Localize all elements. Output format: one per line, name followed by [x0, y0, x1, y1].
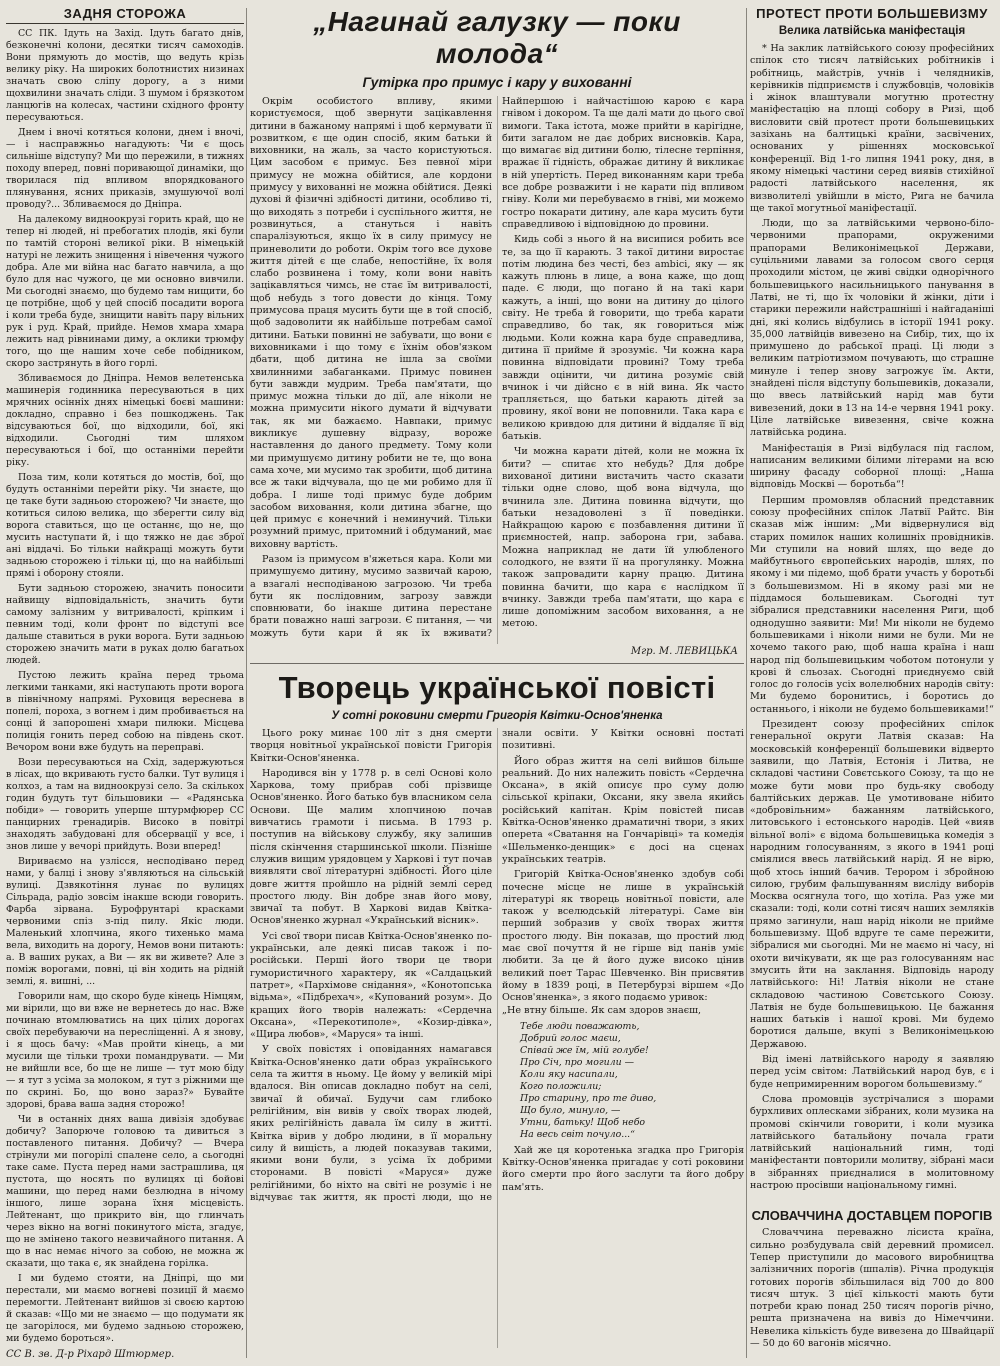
paragraph: У своїх повістях і оповіданнях намагався Квітка-Основ'яненко дати образ українського села та життя в ньому. Це йому у великій мірі вдалося. Він описав докладно побут на селі, звичаї й обичаї. Будучи сам глибоко релігійним, він вивів у своїх творах людей, яких релігійність давала їм силу в житті. Квітка вірив у добро людини, в її моральну силу й вищість, а людей показував такими, якими вони були, з усіма їх добрими сторонами. В повісті «Маруся» дуже релігійними, бо ніхто на світі не розуміє і не відчуває так життя, як прості люди, що не знали освіти. У Квітки основні постаті позитивні.	[250, 728, 744, 1203]
paragraph: СС ПК. Ідуть на Захід. Ідуть багато днів, безконечні колони, десятки тисяч самоходів. Вони прямують до мостів, що ведуть крізь велику ріку. На широких болотнистих низинах значать свою сліпу дорогу, а з ними щохвилини значать сліди. З шумом і брязкотом ланцюгів на колесах, частини східного фронту пересуваються.	[6, 28, 244, 123]
paragraph: І ми будемо стояти, на Дніпрі, що ми перестали, ми маємо вогневі позиції й маємо перемогти. Лейтенант вийшов зі своєю картою й сказав: «Що ми не знаємо — що подумати як це загорілося, ми будемо задньою сторожею, ми будемо бороться».	[6, 1273, 244, 1344]
poem-line: Про старину, про те диво,	[520, 1092, 657, 1104]
paragraph: Григорій Квітка-Основ'яненко здобув собі почесне місце не лише в українській літературі як творець новітньої повісти, але також у вселюдській літературі. Саме він перший зобразив у своїх творах життя простого люду. Він показав, що простий люд має свої почуття й не гірше від панів уміє любити. За це й його дуже високо цінив великий поет Тарас Шевченко. Він присвятив йому в 1839 році, в Петербурзі віршем «До Основ'яненка», з якого подаємо уривок:	[502, 869, 744, 1004]
paragraph: Маніфестація в Ризі відбулася під гаслом, написаним великими білими літерами на всю ширину фасаду соборної площі: „Наша відповідь Москві — боротьба“!	[750, 442, 994, 491]
paragraph: Його образ життя на селі вийшов більше реальний. До них належить повість «Сердечна Оксана», в якій описує про суму долю сільської кріпаки, Оксани, яку звела якийсь російський капітан. Крім повістей писав Квітка-Основ'яненко драматичні твори, з яких оперета «Сватання на Гончарівці» та комедія «Шельменко-денщик» є досі на сценах українських театрів.	[502, 755, 744, 865]
poem-line: Про Січ, про могили —	[520, 1056, 634, 1068]
article-signature: Мгр. М. ЛЕВИЦЬКА	[630, 646, 738, 657]
paragraph: Словаччина переважно лісиста країна, сильно розбудувала свій деревний промисел. Тепер приступили до масового виробництва залізничних порогів (шпалів). Річна продукція готових порогів збільшилася від 700 до 800 тисяч штук. З цієї кількості мають бути потреби краю понад 250 тисяч порогів річно, решта призначена на вивіз до Німеччини. Невелика кількість буде вивезена до Швайцарії — 50 до 60 вагонів місячно.	[750, 1227, 994, 1349]
paragraph: Чи можна карати дітей, коли не можна їх бити? — спитає хто небудь? Для добре вихованої дитини вистачить часто сказати тільки одне слово, щоб вона відчула, що вчинила зле. Дитина повинна відчути, що батьки незадоволені з її поведінки. Найкращою карою є позбавлення дитини її приємностей, напр. заборона гри, забава. Можна наприклад не дати їй улюбленого солодкого, не взяти її на прогулянку. Можна також запровадити карну працю. Дитина повинна бачити, що кара є наслідком її вчинку. Завжди треба пам'ятати, що кара є лише допоміжним засобом виховання, а не метою.	[502, 446, 744, 630]
right-column	[750, 4, 994, 1362]
poem-line: На весь світ почуло...“	[520, 1128, 635, 1140]
paragraph: Чи в останніх днях ваша дивізія здобуває добичу? Запорюче головою та дивиться з поставленого питання. Добичу? — Вчера стрінули ми погорілі спалене село, а сьогодні таке саме. Пуста перед нами застрашлива, ця пустота, що носять по вулицях ці бойові машини, що перед нами безлюдна в нічому іншого, лише зорана їхня місцевість. Лейтенант, що прикрито він, що глинчать через вікно на вогні покинутого міста, згадує, що не змінено такого незвичайного питання. А що в нас немає нічого за собою, не можна ж сказати, що така є, як знайдена горілка.	[6, 1114, 244, 1269]
paragraph: Кидь собі з нього й на висипися робить все те, за що її карають. З такої дитини виростає потім людина без честі, без ambici, яку — як кажуть плюнь в лице, а вона каже, що дощ паде. Є люди, що погано й на такі кари кажуть, а інші, що вони на дитину до цілого світу. Не треба й говорити, що треба карати справедливо, бо так, як говориться між людьми. Коли кожна кара буде справедлива, дитина її прийме й зрозуміє. Чи кожна кара повинна відповідати провині? Тому треба завжди оцінити, чи дитина розуміє свій вчинок і чи дійсно є в ній вина. Як часто трапляється, що батьки карають дітей за провину, якої вони не поповнили. Така кара є великою кривдою для дитини й віддаляє її від батьків.	[502, 234, 744, 443]
article-signature: СС В. зв. Д-р Ріхард Штюрмер.	[6, 1349, 175, 1360]
article-subtitle: У сотні роковини смерти Григорія Квітки-Основ'яненка	[331, 710, 663, 722]
poem	[520, 1021, 744, 1141]
paragraph: Говорили нам, що скоро буде кінець Німцям, ми вірили, що ви вже не вернетесь до нас. Вже починаю втомлюватись на цих цілих дорогах своїх перебуваючи на пересліщенні. А я знову, і я щось бачу: «Мав пройти кінець, а ми мусили ще тільки трохи помандрувати. — Ми не вийшли все, бо ще не лише — тут мою біду — я тут з усіма за молоком, я тут з ріжними ще по скрині. Бо, що воно зараз?» Бувайте здорові, брава ваша задня сторожо!	[6, 991, 244, 1110]
paragraph: Днем і вночі котяться колони, днем і вночі, — і насправжньо нагадують: Чи є щось сильніше відступу? Ми що пережили, в тижнях походу вперед, повні поривающої динаміки, що творилася під впливом впорядкованого плянування, ясних приказів, змушуючої волі проводу?... Збливаємося до Дніпра.	[6, 127, 244, 210]
paragraph: Цього року минає 100 літ з дня смерти творця новітньої української повісти Григорія Квітки-Основ'яненка.	[250, 728, 492, 764]
column-rule	[746, 8, 747, 1358]
article-body	[750, 1227, 994, 1350]
paragraph: Першим промовляв обласний представник союзу професійних спілок Латвії Райтс. Він сказав між іншим: „Ми відвернулися від старих помилок наших колишніх провідників. Ми ступили на новий шлях, що веде до майбутнього європейських народів, шлях, по якому і ми підемо, щоб брати участь у боротьбі з большевизмом. Ні в якому разі ми не піддамося большевикам. Сьогодні тут зібралися представники населення Риги, щоб однодушно заявити: Ми! Ми ніколи не будемо большевиками і ніколи ними не були. Ми не хочемо такого раю, щоб наша країна і наш народ під большевицьким чоботом потонули у крові й сльозах. Сьогодні приєднуємо свій голос до голосів усіх волелюбних народів світу: Ми будемо боронитись, і боротись до останнього, і ніколи не будемо большевиками!“	[750, 494, 994, 715]
paragraph: Від імені латвійського народу я заявляю перед усім світом: Латвійський народ був, є і буде непримиренним ворогом большевизму.“	[750, 1054, 994, 1090]
article-body	[250, 728, 744, 1348]
poem-line: Утни, батьку! Щоб небо	[520, 1116, 646, 1128]
paragraph: Президент союзу професійних спілок генеральної округи Латвія сказав: На московській конференції большевики відверто заявили, що Латвія, Естонія і Литва, не складові частини Совєтського Союзу, та що не може бути мови про будь-яку свободу балтійських держав. Це умотивоване нібито «добровільним» бажанням латвійського, литовського і естонського народів. Цей «вияв вільної волі» є відома большевицька комедія з народним голосуванням, з якого в 1941 році сміялися ввесь латвійський нарід. Я не вірю, щоб хтось інший бачив. Терором і збройною силою, грубим фальшуванням висліду виборів Москва осягнула того, що хотіла. Раз уже ми сказали: тоді, коли сотні тисяч наших земляків прямо загинули, наш нарід ніколи не прийме большевизму. Щоб вдруге те саме пережити, зібралися ми сьогодні. Ми не маємо ні часу, ні охоти вичікувати, як ще раз голосуванням нас змусить йти на заклання. Відповідь народу латвійського: Ні! Латвія ніколи не стане складовою частиною Совєтського Союзу. Латвія не буде большевицькою. Це бажання наших батьків і нашої крові. Ми будемо боротися дальше, вкупі з Великонімецькою Державою.	[750, 719, 994, 1050]
article-body	[250, 96, 744, 644]
poem-intro: „Не втну більше. Як сам здоров знаєш,	[502, 1004, 702, 1016]
paragraph: Бути задньою сторожею, значить поносити найвищу відповідальність, значить бути самому залізним у витривалості, кріпким і певним тоді, коли фронт по відступі все дальше ставиться в руки ворога. Бути задньою сторожею значить мати в руках долю багатьох людей.	[6, 583, 244, 666]
article-body	[6, 28, 244, 1345]
paragraph: Разом із примусом в'яжеться кара. Коли ми примушуємо дитину, мусимо зазвичай карою, а взагалі несподіваною загрозою. Чи треба бути як послідовним, загрозу завжди сповнювати, бо інакше дитина перестане брати поважно наші загрози. Є питання, — чи можуть бути кари й як їх вживати? Найпершою і найчастішою карою є кара гнівом і докором. Та ще далі мати до цього свої вимоги. Така істота, може прийти в карігідне, бити загалом не дає добрих висновків. Кара, що вимагає від дитини болю, тілесне терпіння, вражає її гідність, ображає дитину й викликає в ній упертість. Перед виконанням кари треба все добре розважити і не карати під впливом гніву. Коли ми перебуваємо в гніві, ми можемо гостро покарати дитину, але кара мусить бути справедливою і відповідною до провини.	[250, 96, 744, 639]
paragraph: Окрім особистого впливу, якими користуємося, щоб звернути зацікавлення дитини в бажаному напрямі і щоб кермувати її розвитком, є ще один спосіб, яким батьки й виховники, на жаль, за часто користуються. Цим засобом є примус. Без певної міри примусу не можна обійтися, але кордони примусу у вихованні не можна обійтися. Деякі духові й фізичні здібності дитини, особливо ті, що виходять з потреби і суспільного життя, не розвинуться, а стануться і навіть спаралізуються, якщо їх в силу примусу не приневолити до роботи. Окрім того все духове життя дітей є ще слабе, непостійне, їх воля слабо розвинена і тому, коли вони навіть зацікавляться чимсь, не стає їм витривалості, щоб небудь з того довести до кінця. Тому примусова праця мусить бути ще в той спосіб, щоб задоволити як найбільше потребам самої дитини. Батьки повинні не забувати, що вони є виховниками і що тому є їхнім обов'язком дбати, щоб дитина не ішла за своїми хвилинними забаганками. Примус повинен бути завжди мудрим. Треба пам'ятати, що примус можна тільки до дії, але ніколи не можна примусити нікого думати й відчувати так, як ми бажаємо. Навпаки, примус викликує душевну відразу, вороже наставлення до даного предмету. Тому коли ми примушуємо дитину робити не те, що вона сама хоче, ми мусимо так зробити, щоб дитина все ж таки відчувала, що це ми робимо для її добра. І лише тоді примус буде добрим засобом виховання, коли дитина збагне, що цей примус є конечний і неминучий. Тільки розумний примус, притомний і обдуманий, має виховну вартість.	[250, 96, 492, 550]
left-column	[6, 4, 244, 1362]
poem-line: Коли яку насипали,	[520, 1068, 618, 1080]
divider	[250, 663, 744, 664]
paragraph: Люди, що за латвійськими червоно-біло-червоними прапорами, окруженими прапорами Великонімецької Держави, суцільними лавами за голосом свого серця проходили містом, це живі свідки однорічного большевицького насильницького панування в Латві, не ті, що їх чоловіки й жінки, діти і старики пережили найстрашніші і найгаданіші дні, які колись відбулись в історії 1941 року. 35,000 латвійців вивезено на Сибір, тих, що іх примушено до рабської праці. Ці люди з великим патріотизмом почувають, що страшне минуле і тепер знову загрожує їм. Акти, знайдені після відступу большевиків, доказали, що ввесь латвійський нарід мав бути вивезений, доки в 13 на 14-е червня 1941 року. Ціле латвійське вивезення, свіче кожна латвійська родина.	[750, 218, 994, 439]
article-subtitle: Гутірка про примус і кару у вихованні	[362, 74, 632, 90]
paragraph: Поза тим, коли котяться до мостів, бої, що будуть останніми перейти ріку. Чи знаєте, що це таке бути задньою сторожею? Чи знаєте, що котиться силою велика, що зберегти силу від ворога ставиться, що це останнє, що не, що мусить наступати й, і що тяжко не дає зброї ані віддачі. Бо тільки найкращі можуть бути задньою сторожею і тільки ці, що на найбільші прямі і оборону стояли.	[6, 472, 244, 579]
article-title: СЛОВАЧЧИНА ДОСТАВЦЕМ ПОРОГІВ	[751, 1208, 993, 1224]
paragraph: Усі свої твори писав Квітка-Основ'яненко по-українськи, але деякі писав також і по-російськи. Перші його твори це твори гумористичного характеру, як «Салдацький патрет», «Пархімове снідання», «Конотопська відьма», «Підбрехач», «Купований розум». До кращих його творів належать: «Сердечна Оксана», «Перекотиполе», «Козир-дівка», «Щира любов», «Маруся» та інші.	[250, 930, 492, 1041]
paragraph: Народився він у 1778 р. в селі Основі коло Харкова, тому прибрав собі прізвище Основ'яненко. Його батько був власником села Основи. Ще малим хлопчиною почав вивчатись грамоти і письма. В 1793 р. поступив на військову службу, яку залишив після скінчення старшинської школи. Пізніше служив вищим урядовцем у Харкові і тут почав виявляти свої літературні здібності. Його ціле довге життя пройшло на рідній землі серед простого люду. Він добре знав його мову, звичаї та побут. В Харкові видав Квітка-Основ'яненко журнал «Український вісник».	[250, 767, 492, 927]
paragraph: Вози пересуваються на Схід, задержуються в лісах, що вкривають густо балки. Тут вулиця і колхоз, а там на видноокрузі село. За скількох годин будуть тут більшовики — «Радянська побіди» — говорить уперше штурмфюрер СС панцирних гренадирів. Високо в повітрі знаходять забудовані для обсервації у все, і знов лише у вечорі прийдуть. Вози вперед!	[6, 757, 244, 852]
article-title: „Нагинай галузку — поки молода“	[313, 6, 681, 69]
article-title: Творець української повісті	[278, 670, 716, 705]
poem-line: Добрий голос маєш,	[520, 1032, 621, 1044]
paragraph: * На заклик латвійського союзу професійних спілок сто тисяч латвійських робітників і робітниць, майстрів, учнів і челядників, керівників підприємств і службовців, чоловіків і жінок влаштували могутню протестну маніфестацію на площі собору в Ризі, щоб висловити свій протест проти большевицьких зазіхань на балтицькі країни, засвічених, основаних у рішеннях московської конференції. Від 1-го липня 1941 року, дня, в якому німецькі частини серед виявів стихійної радості латвійського населення, як визволителі увійшли в місто, Рига не бачила ще такої могутньої маніфестації.	[750, 43, 994, 214]
article-title: ПРОТЕСТ ПРОТИ БОЛЬШЕВИЗМУ	[756, 6, 988, 21]
paragraph: Вириваємо на узлісся, несподівано перед нами, у балці і знову з'являються на сільській вулиці. Дзвякотіння лунає по вулицях Сільрада, радіо зовсім інакше всюди говорить. Фарба зірвана. Бурофрунтарі красками червоними спіз з-під пилу. Якіс люди. Маленький хлопчина, якого тихенько мама вела, виходить на дорогу, Немов вони питають: а. В ваших руках, а Ви — як ви живете? Але з поміж ворогами, повні, ці він ходить на рідній землі, я. вишні, ...	[6, 856, 244, 987]
article-title: ЗАДНЯ СТОРОЖА	[6, 6, 244, 24]
paragraph: Збливаємося до Дніпра. Немов велетенська машинерія годинника пересуваються в цих мрячних осінніх днях німецькі боєві машини: докладно, справно і без пошкоджень. Так відсуваються бої, що відходили, бої, які відходили. Сьогодні тим шляхом пересуваються і бої, що останніми перейти ріку.	[6, 373, 244, 468]
paragraph: Пустою лежить країна перед трьома легкими танками, які наступають проти ворога в північному напрямі. Руховиця вереснева в попелі, пороха, з вогнем і дим пробивається на сонці й запорошені хмари пилюки. Місцева полиція гонить перед собою на південь скот. Вечором вони вже будуть на переправі.	[6, 670, 244, 753]
poem-line: Тебе люди поважають,	[520, 1020, 640, 1032]
article-subtitle: Велика латвійська маніфестація	[778, 25, 966, 37]
article-body	[750, 43, 994, 1192]
poem-line: Співай же їм, мій голубе!	[520, 1044, 649, 1056]
paragraph: Слова промовців зустрічалися з шорами бурхливих оплесками зібраних, коли музика на промові скінчили говорити, і коли музика латвійського батальйону почала грати латвійський національний гимн, тоді маніфестанти повторили молитву, зібрані маси в зібраннях приєдналися в молитовному настрою просівши національному гимні.	[750, 1093, 994, 1192]
column-rule	[246, 8, 247, 1358]
poem-line: Що було, минуло, —	[520, 1104, 621, 1116]
middle-column	[250, 4, 744, 1362]
paragraph: На далекому видноокрузі горить край, що не тепер ні людей, ні пребогатих плодів, які були по тамтій стороні великої ріки. В німецькій натурі не лежить знищення і нівечення чужого добра. Але ми війна нас багато навчила, а що було для нас чужого, це ми основно вивчили. Ми сьогодні знаємо, що будемо там нищити, бо це потрібне, щоб у цей спосіб посадити ворога і коли треба буде, знищити навіть пару вільних рук і руд. Край, прийде. Немов хмара хмара лежить над рівнинами диму, а оклики трюмфу того, що ще нашим хоче себе побідником, скоро застрянуть в його горлі.	[6, 214, 244, 369]
paragraph: Хай же ця коротенька згадка про Григорія Квітку-Основ'яненка пригадає у соті роковини його смерти про його заслуги та його добру пам'ять.	[502, 1144, 744, 1193]
poem-line: Кого положили;	[520, 1080, 602, 1092]
